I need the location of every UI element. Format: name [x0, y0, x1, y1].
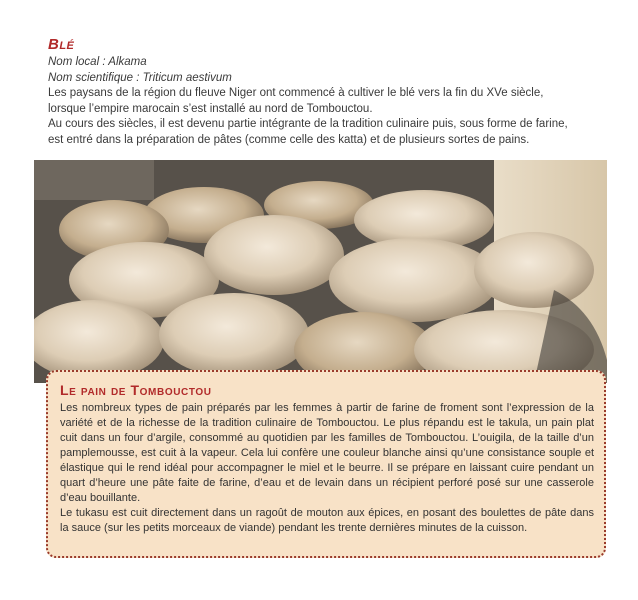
intro-line-3: Au cours des siècles, il est devenu partie intégrante de la tradition culinaire puis, sous forme de farine,	[48, 118, 568, 130]
intro-line-4: est entré dans la préparation de pâtes (comme celle des katta) et de plusieurs sortes de pains.	[48, 133, 530, 146]
intro-line-2: lorsque l’empire marocain s’est installé au nord de Tombouctou.	[48, 102, 373, 115]
info-box	[46, 370, 606, 558]
intro-line-1: Les paysans de la région du fleuve Niger ont commencé à cultiver le blé vers la fin du XVe siècle,	[48, 87, 544, 99]
local-name: Nom local : Alkama	[48, 56, 147, 68]
box-paragraph-2: Le tukasu est cuit directement dans un ragoût de mouton aux épices, en posant des boulettes de pâte dans la sauce (sur les petits morceaux de viande) pendant les trente dernières minutes de la cuisson.	[60, 507, 594, 534]
box-paragraph-1: Les nombreux types de pain préparés par les femmes à partir de farine de froment sont l’expression de la variété et de la richesse de la tradition culinaire de Tombouctou. Le plus répandu est le takula, un pain plat cuit dans un four d’argile, consommé au quotidien par les familles de Tombouctou. L’ouigila, de la taille d’un pamplemousse, est cuit à la vapeur. Cela lui confère une couleur blanche ainsi qu’une consistance souple et élastique qui le rend idéal pour accompagner le miel et le beurre. Il se prépare en laissant cuire pendant un quart d’heure une pâte faite de farine, d’eau et de levain dans un récipient perforé posé sur une casserole d’eau bouillante.	[60, 402, 594, 504]
bread-illustration	[34, 160, 607, 383]
scientific-name: Nom scientifique : Triticum aestivum	[48, 71, 232, 84]
box-title: Le pain de Tombouctou	[60, 382, 212, 398]
section-title: Blé	[48, 36, 75, 53]
intro-section	[48, 36, 608, 148]
bread-photo	[34, 160, 607, 383]
